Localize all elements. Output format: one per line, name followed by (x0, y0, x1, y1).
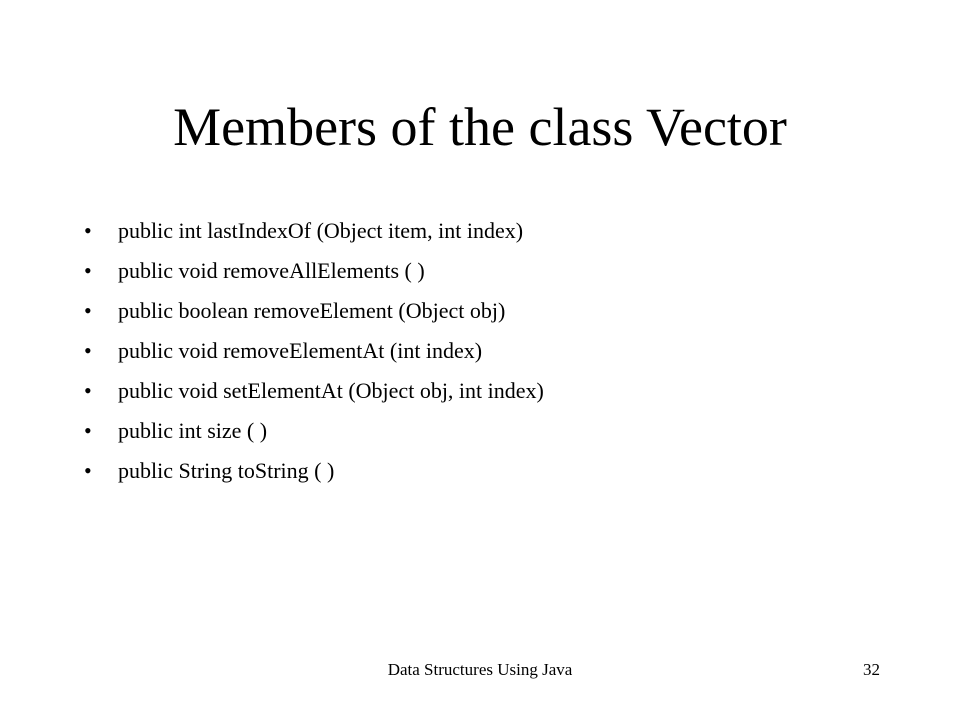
bullet-list (84, 211, 544, 491)
list-item (84, 291, 544, 331)
list-item-text: public void setElementAt (Object obj, int index) (118, 378, 544, 403)
list-item (84, 251, 544, 291)
list-item (84, 211, 544, 251)
bullet-icon: • (84, 378, 92, 403)
bullet-icon: • (84, 418, 92, 443)
list-item (84, 451, 544, 491)
bullet-icon: • (84, 218, 92, 243)
list-item-text: public void removeElementAt (int index) (118, 338, 483, 363)
list-item-text: public String toString ( ) (118, 458, 335, 483)
list-item-text: public int lastIndexOf (Object item, int index) (118, 218, 524, 243)
list-item-text: public boolean removeElement (Object obj) (118, 298, 506, 323)
bullet-icon: • (84, 458, 92, 483)
bullet-icon: • (84, 258, 92, 283)
page-number: 32 (863, 660, 880, 679)
bullet-icon: • (84, 338, 92, 363)
list-item (84, 371, 544, 411)
slide-title: Members of the class Vector (173, 97, 787, 157)
list-item-text: public int size ( ) (118, 418, 268, 443)
footer-title: Data Structures Using Java (387, 660, 573, 679)
bullet-icon: • (84, 298, 92, 323)
list-item (84, 411, 544, 451)
list-item (84, 331, 544, 371)
list-item-text: public void removeAllElements ( ) (118, 258, 425, 283)
